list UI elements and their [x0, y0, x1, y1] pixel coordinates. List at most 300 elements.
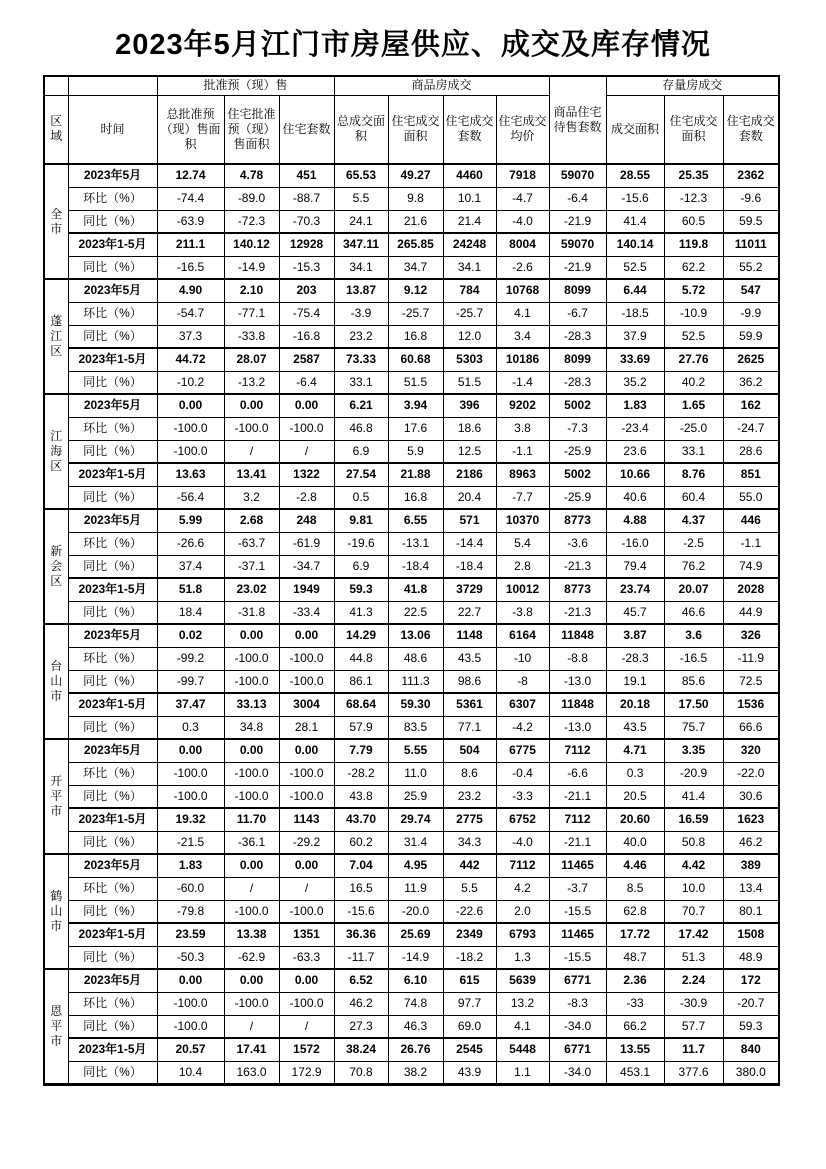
value-cell: 140.12 — [224, 233, 279, 256]
value-cell: 11465 — [549, 923, 606, 946]
value-cell: 33.1 — [334, 371, 388, 394]
empty-header-cell — [44, 76, 68, 95]
value-cell: 1143 — [279, 808, 334, 831]
value-cell: -62.9 — [224, 946, 279, 969]
value-cell: 4.71 — [606, 739, 664, 762]
time-label: 环比（%） — [68, 877, 157, 900]
time-label: 环比（%） — [68, 187, 157, 210]
group-header-commodity-sales: 商品房成交 — [334, 76, 549, 95]
table-row — [44, 762, 779, 785]
value-cell: 380.0 — [723, 1061, 779, 1084]
value-cell: 46.2 — [723, 831, 779, 854]
housing-supply-table — [43, 75, 780, 1086]
time-label: 2023年1-5月 — [68, 463, 157, 486]
value-cell: 453.1 — [606, 1061, 664, 1084]
value-cell: 36.36 — [334, 923, 388, 946]
value-cell: 17.50 — [664, 693, 723, 716]
value-cell: 19.32 — [157, 808, 224, 831]
value-cell: 46.8 — [334, 417, 388, 440]
value-cell: 7.79 — [334, 739, 388, 762]
value-cell: -100.0 — [279, 900, 334, 923]
time-label: 环比（%） — [68, 762, 157, 785]
value-cell: -15.5 — [549, 946, 606, 969]
value-cell: 10186 — [496, 348, 549, 371]
value-cell: 44.8 — [334, 647, 388, 670]
header-residential-units: 住宅套数 — [279, 95, 334, 164]
value-cell: 23.2 — [334, 325, 388, 348]
value-cell: 1.83 — [157, 854, 224, 877]
value-cell: 30.6 — [723, 785, 779, 808]
value-cell: -88.7 — [279, 187, 334, 210]
value-cell: 34.8 — [224, 716, 279, 739]
value-cell: 18.6 — [443, 417, 496, 440]
value-cell: -18.5 — [606, 302, 664, 325]
value-cell: 11848 — [549, 693, 606, 716]
value-cell: 41.4 — [664, 785, 723, 808]
value-cell: 11465 — [549, 854, 606, 877]
value-cell: 33.13 — [224, 693, 279, 716]
time-label: 环比（%） — [68, 417, 157, 440]
value-cell: 68.64 — [334, 693, 388, 716]
value-cell: 0.00 — [224, 739, 279, 762]
value-cell: -18.2 — [443, 946, 496, 969]
value-cell: 442 — [443, 854, 496, 877]
value-cell: -1.1 — [496, 440, 549, 463]
table-row — [44, 210, 779, 233]
value-cell: 16.5 — [334, 877, 388, 900]
value-cell: 43.8 — [334, 785, 388, 808]
value-cell: 8773 — [549, 509, 606, 532]
value-cell: 0.00 — [224, 969, 279, 992]
value-cell: 6.21 — [334, 394, 388, 417]
value-cell: 5.9 — [388, 440, 443, 463]
value-cell: 162 — [723, 394, 779, 417]
value-cell: -21.5 — [157, 831, 224, 854]
value-cell: 2186 — [443, 463, 496, 486]
value-cell: -70.3 — [279, 210, 334, 233]
value-cell: 1.65 — [664, 394, 723, 417]
value-cell: 10.1 — [443, 187, 496, 210]
value-cell: -0.4 — [496, 762, 549, 785]
value-cell: -6.4 — [549, 187, 606, 210]
value-cell: 4460 — [443, 164, 496, 187]
value-cell: -100.0 — [224, 900, 279, 923]
value-cell: 10.0 — [664, 877, 723, 900]
value-cell: -28.3 — [606, 647, 664, 670]
header-residential-presale-area: 住宅批准预（现）售面积 — [224, 95, 279, 164]
value-cell: 6.55 — [388, 509, 443, 532]
value-cell: 1508 — [723, 923, 779, 946]
value-cell: 2.24 — [664, 969, 723, 992]
value-cell: -21.1 — [549, 785, 606, 808]
value-cell: 446 — [723, 509, 779, 532]
value-cell: 38.24 — [334, 1038, 388, 1061]
value-cell: 0.00 — [224, 854, 279, 877]
value-cell: 5303 — [443, 348, 496, 371]
value-cell: -12.3 — [664, 187, 723, 210]
value-cell: 62.8 — [606, 900, 664, 923]
value-cell: -21.3 — [549, 555, 606, 578]
value-cell: 377.6 — [664, 1061, 723, 1084]
time-label: 2023年1-5月 — [68, 693, 157, 716]
table-row — [44, 946, 779, 969]
value-cell: 1572 — [279, 1038, 334, 1061]
value-cell: -10.9 — [664, 302, 723, 325]
value-cell: 12928 — [279, 233, 334, 256]
time-label: 2023年5月 — [68, 509, 157, 532]
value-cell: -13.0 — [549, 716, 606, 739]
value-cell: 44.72 — [157, 348, 224, 371]
value-cell: 3.6 — [664, 624, 723, 647]
value-cell: -36.1 — [224, 831, 279, 854]
value-cell: 72.5 — [723, 670, 779, 693]
value-cell: -1.1 — [723, 532, 779, 555]
value-cell: 73.33 — [334, 348, 388, 371]
page-title: 2023年5月江门市房屋供应、成交及库存情况 — [115, 29, 711, 61]
value-cell: 0.5 — [334, 486, 388, 509]
value-cell: 140.14 — [606, 233, 664, 256]
table-row — [44, 164, 779, 187]
value-cell: 20.07 — [664, 578, 723, 601]
value-cell: -21.9 — [549, 210, 606, 233]
value-cell: -8.8 — [549, 647, 606, 670]
value-cell: 9.81 — [334, 509, 388, 532]
value-cell: 43.9 — [443, 1061, 496, 1084]
value-cell: 2.8 — [496, 555, 549, 578]
value-cell: -7.7 — [496, 486, 549, 509]
value-cell: -25.7 — [443, 302, 496, 325]
value-cell: 34.1 — [443, 256, 496, 279]
value-cell: -10 — [496, 647, 549, 670]
value-cell: -28.2 — [334, 762, 388, 785]
value-cell: 12.0 — [443, 325, 496, 348]
value-cell: 1351 — [279, 923, 334, 946]
value-cell: -20.7 — [723, 992, 779, 1015]
value-cell: -11.7 — [334, 946, 388, 969]
value-cell: 17.41 — [224, 1038, 279, 1061]
value-cell: -14.9 — [388, 946, 443, 969]
time-label: 2023年1-5月 — [68, 923, 157, 946]
value-cell: 13.63 — [157, 463, 224, 486]
value-cell: 119.8 — [664, 233, 723, 256]
time-label: 2023年5月 — [68, 624, 157, 647]
value-cell: 2.36 — [606, 969, 664, 992]
time-label: 同比（%） — [68, 1015, 157, 1038]
value-cell: 46.2 — [334, 992, 388, 1015]
value-cell: 2.0 — [496, 900, 549, 923]
value-cell: 1536 — [723, 693, 779, 716]
value-cell: 29.74 — [388, 808, 443, 831]
region-label: 江海区 — [44, 394, 68, 509]
value-cell: 3.4 — [496, 325, 549, 348]
value-cell: -19.6 — [334, 532, 388, 555]
value-cell: 8099 — [549, 279, 606, 302]
value-cell: 37.47 — [157, 693, 224, 716]
value-cell: -21.1 — [549, 831, 606, 854]
table-row — [44, 509, 779, 532]
value-cell: 9202 — [496, 394, 549, 417]
value-cell: 851 — [723, 463, 779, 486]
value-cell: 1.1 — [496, 1061, 549, 1084]
table-row — [44, 233, 779, 256]
value-cell: 51.5 — [388, 371, 443, 394]
value-cell: 163.0 — [224, 1061, 279, 1084]
empty-header-cell — [68, 76, 157, 95]
value-cell: 10012 — [496, 578, 549, 601]
value-cell: -63.3 — [279, 946, 334, 969]
value-cell: -6.4 — [279, 371, 334, 394]
value-cell: -34.0 — [549, 1061, 606, 1084]
time-label: 2023年5月 — [68, 739, 157, 762]
value-cell: -3.6 — [549, 532, 606, 555]
value-cell: 3729 — [443, 578, 496, 601]
value-cell: / — [279, 1015, 334, 1038]
time-label: 同比（%） — [68, 210, 157, 233]
header-time: 时间 — [68, 95, 157, 164]
time-label: 同比（%） — [68, 900, 157, 923]
value-cell: 23.74 — [606, 578, 664, 601]
value-cell: 60.4 — [664, 486, 723, 509]
time-label: 同比（%） — [68, 371, 157, 394]
value-cell: 8773 — [549, 578, 606, 601]
value-cell: 265.85 — [388, 233, 443, 256]
value-cell: -100.0 — [157, 762, 224, 785]
value-cell: 27.54 — [334, 463, 388, 486]
value-cell: 7112 — [549, 739, 606, 762]
time-label: 2023年5月 — [68, 279, 157, 302]
time-label: 同比（%） — [68, 555, 157, 578]
table-row — [44, 187, 779, 210]
value-cell: -21.9 — [549, 256, 606, 279]
value-cell: -100.0 — [279, 992, 334, 1015]
value-cell: 8.5 — [606, 877, 664, 900]
table-row — [44, 532, 779, 555]
value-cell: -100.0 — [157, 440, 224, 463]
table-row — [44, 831, 779, 854]
value-cell: 59.3 — [723, 1015, 779, 1038]
value-cell: 41.8 — [388, 578, 443, 601]
value-cell: -100.0 — [279, 417, 334, 440]
value-cell: 20.4 — [443, 486, 496, 509]
value-cell: -9.9 — [723, 302, 779, 325]
value-cell: 1148 — [443, 624, 496, 647]
value-cell: -18.4 — [443, 555, 496, 578]
value-cell: 840 — [723, 1038, 779, 1061]
value-cell: 17.42 — [664, 923, 723, 946]
value-cell: -34.0 — [549, 1015, 606, 1038]
value-cell: -33.8 — [224, 325, 279, 348]
value-cell: 36.2 — [723, 371, 779, 394]
value-cell: 320 — [723, 739, 779, 762]
value-cell: 37.4 — [157, 555, 224, 578]
value-cell: 44.9 — [723, 601, 779, 624]
header-residential-sales-area: 住宅成交面积 — [388, 95, 443, 164]
table-row — [44, 325, 779, 348]
value-cell: 48.6 — [388, 647, 443, 670]
value-cell: -6.7 — [549, 302, 606, 325]
value-cell: 0.00 — [279, 739, 334, 762]
value-cell: 20.57 — [157, 1038, 224, 1061]
value-cell: -13.0 — [549, 670, 606, 693]
value-cell: 11.9 — [388, 877, 443, 900]
value-cell: -7.3 — [549, 417, 606, 440]
value-cell: 76.2 — [664, 555, 723, 578]
value-cell: -79.8 — [157, 900, 224, 923]
table-row — [44, 693, 779, 716]
value-cell: 43.70 — [334, 808, 388, 831]
value-cell: 14.29 — [334, 624, 388, 647]
value-cell: 97.7 — [443, 992, 496, 1015]
time-label: 同比（%） — [68, 601, 157, 624]
value-cell: 6771 — [549, 1038, 606, 1061]
value-cell: 13.41 — [224, 463, 279, 486]
value-cell: 33.69 — [606, 348, 664, 371]
value-cell: -100.0 — [279, 785, 334, 808]
header-region: 区域 — [44, 95, 68, 164]
time-label: 同比（%） — [68, 831, 157, 854]
value-cell: 25.9 — [388, 785, 443, 808]
value-cell: -3.3 — [496, 785, 549, 808]
value-cell: 8099 — [549, 348, 606, 371]
value-cell: 17.72 — [606, 923, 664, 946]
value-cell: 4.1 — [496, 302, 549, 325]
value-cell: 172 — [723, 969, 779, 992]
value-cell: -56.4 — [157, 486, 224, 509]
value-cell: 59070 — [549, 164, 606, 187]
value-cell: 5448 — [496, 1038, 549, 1061]
value-cell: -30.9 — [664, 992, 723, 1015]
value-cell: 74.8 — [388, 992, 443, 1015]
value-cell: -18.4 — [388, 555, 443, 578]
header-residential-avg-price: 住宅成交均价 — [496, 95, 549, 164]
value-cell: 5.99 — [157, 509, 224, 532]
value-cell: 1949 — [279, 578, 334, 601]
value-cell: -100.0 — [224, 417, 279, 440]
time-label: 同比（%） — [68, 256, 157, 279]
value-cell: 326 — [723, 624, 779, 647]
value-cell: 27.76 — [664, 348, 723, 371]
value-cell: 4.46 — [606, 854, 664, 877]
value-cell: -11.9 — [723, 647, 779, 670]
value-cell: -100.0 — [279, 762, 334, 785]
value-cell: 6.9 — [334, 555, 388, 578]
value-cell: -63.9 — [157, 210, 224, 233]
value-cell: 172.9 — [279, 1061, 334, 1084]
value-cell: 70.8 — [334, 1061, 388, 1084]
value-cell: 16.59 — [664, 808, 723, 831]
value-cell: 0.3 — [157, 716, 224, 739]
value-cell: -100.0 — [157, 1015, 224, 1038]
value-cell: 86.1 — [334, 670, 388, 693]
table-row — [44, 256, 779, 279]
value-cell: 60.2 — [334, 831, 388, 854]
value-cell: 5.55 — [388, 739, 443, 762]
value-cell: 75.7 — [664, 716, 723, 739]
value-cell: 23.2 — [443, 785, 496, 808]
region-label: 新会区 — [44, 509, 68, 624]
value-cell: 59.5 — [723, 210, 779, 233]
time-label: 2023年1-5月 — [68, 578, 157, 601]
table-row — [44, 302, 779, 325]
value-cell: 11.7 — [664, 1038, 723, 1061]
value-cell: 40.2 — [664, 371, 723, 394]
value-cell: / — [279, 440, 334, 463]
value-cell: 0.00 — [279, 854, 334, 877]
value-cell: 43.5 — [606, 716, 664, 739]
value-cell: 0.00 — [279, 624, 334, 647]
value-cell: -100.0 — [224, 785, 279, 808]
time-label: 同比（%） — [68, 325, 157, 348]
value-cell: 60.5 — [664, 210, 723, 233]
value-cell: 8.76 — [664, 463, 723, 486]
header-stock-residential-units: 住宅成交套数 — [723, 95, 779, 164]
value-cell: 51.5 — [443, 371, 496, 394]
value-cell: 1322 — [279, 463, 334, 486]
value-cell: 80.1 — [723, 900, 779, 923]
value-cell: 0.00 — [224, 624, 279, 647]
value-cell: 11.0 — [388, 762, 443, 785]
value-cell: 347.11 — [334, 233, 388, 256]
table-row — [44, 785, 779, 808]
time-label: 环比（%） — [68, 992, 157, 1015]
time-label: 同比（%） — [68, 486, 157, 509]
table-row — [44, 578, 779, 601]
value-cell: -3.7 — [549, 877, 606, 900]
value-cell: 34.7 — [388, 256, 443, 279]
table-row — [44, 1038, 779, 1061]
value-cell: -37.1 — [224, 555, 279, 578]
value-cell: 4.78 — [224, 164, 279, 187]
time-label: 同比（%） — [68, 946, 157, 969]
value-cell: 59070 — [549, 233, 606, 256]
value-cell: 16.8 — [388, 486, 443, 509]
header-residential-sales-units: 住宅成交套数 — [443, 95, 496, 164]
value-cell: 6.52 — [334, 969, 388, 992]
value-cell: 50.8 — [664, 831, 723, 854]
value-cell: 19.1 — [606, 670, 664, 693]
value-cell: -2.6 — [496, 256, 549, 279]
value-cell: -22.0 — [723, 762, 779, 785]
value-cell: / — [224, 440, 279, 463]
group-header-presale: 批准预（现）售 — [157, 76, 334, 95]
value-cell: -100.0 — [157, 785, 224, 808]
value-cell: -16.0 — [606, 532, 664, 555]
value-cell: -100.0 — [224, 670, 279, 693]
value-cell: -100.0 — [224, 992, 279, 1015]
value-cell: -14.4 — [443, 532, 496, 555]
header-stock-residential-area: 住宅成交面积 — [664, 95, 723, 164]
value-cell: 4.88 — [606, 509, 664, 532]
value-cell: 98.6 — [443, 670, 496, 693]
value-cell: -4.2 — [496, 716, 549, 739]
value-cell: 69.0 — [443, 1015, 496, 1038]
value-cell: 396 — [443, 394, 496, 417]
value-cell: -23.4 — [606, 417, 664, 440]
value-cell: 547 — [723, 279, 779, 302]
value-cell: 2.10 — [224, 279, 279, 302]
value-cell: 5002 — [549, 463, 606, 486]
value-cell: 2545 — [443, 1038, 496, 1061]
value-cell: -10.2 — [157, 371, 224, 394]
value-cell: -99.7 — [157, 670, 224, 693]
region-label: 台山市 — [44, 624, 68, 739]
time-label: 2023年1-5月 — [68, 1038, 157, 1061]
value-cell: 51.8 — [157, 578, 224, 601]
value-cell: 6771 — [549, 969, 606, 992]
value-cell: -16.8 — [279, 325, 334, 348]
value-cell: -24.7 — [723, 417, 779, 440]
region-label: 蓬江区 — [44, 279, 68, 394]
